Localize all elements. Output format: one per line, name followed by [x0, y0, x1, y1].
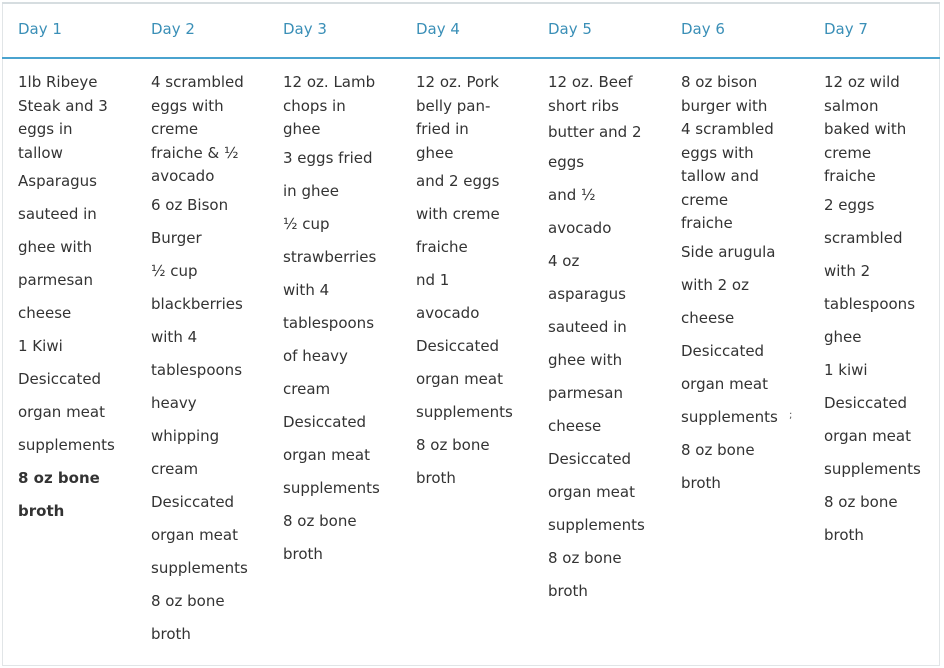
meal-item-line: in ghee [283, 181, 339, 200]
meal-item-line: cheese [548, 417, 602, 435]
meal-item-line: cream [283, 379, 331, 398]
meal-item [283, 406, 380, 505]
meal-item-line: cheese [18, 304, 72, 322]
day-2-column [151, 71, 248, 651]
meal-item-line: broth [824, 525, 864, 544]
header-day-2: Day 2 [151, 20, 195, 38]
meal-item-line: asparagus [548, 285, 626, 303]
meal-item-line: strawberries [283, 247, 377, 266]
header-day-1: Day 1 [18, 20, 62, 38]
meal-item-line: Burger [151, 228, 202, 247]
meal-item [283, 505, 380, 571]
meal-item-line: sauteed in [18, 205, 97, 223]
meal-item [824, 486, 921, 552]
meal-item-line: avocado [548, 219, 612, 237]
meal-item [283, 208, 380, 406]
meal-item [416, 330, 513, 429]
meal-item [548, 245, 645, 443]
meal-item-line: 8 oz bone [681, 440, 755, 459]
meal-item-line: Desiccated [283, 412, 367, 431]
meal-item-line: broth [283, 544, 323, 563]
meal-item-line: baked with [824, 120, 907, 138]
meal-item-line: butter and 2 [548, 123, 642, 141]
meal-item-line: 4 oz [548, 252, 580, 270]
meal-item-line: ghee [824, 327, 862, 346]
meal-item [18, 71, 115, 165]
meal-item-line: and ½ [548, 186, 596, 204]
meal-item-line: broth [18, 502, 65, 520]
meal-item-line: heavy [151, 393, 197, 412]
meal-item-line: organ meat [18, 403, 105, 421]
day-4-column [416, 71, 513, 495]
meal-item-line: 8 oz bone [824, 492, 898, 511]
meal-item-line: 1 kiwi [824, 360, 868, 379]
meal-item-line: parmesan [548, 384, 623, 402]
meal-item-line: 4 scrambled [681, 120, 774, 138]
meal-item-line: burger with [681, 96, 768, 115]
meal-item-line: 2 eggs [824, 195, 875, 214]
meal-item-line: ½ cup [151, 261, 198, 280]
meal-item-line: with 4 [151, 327, 198, 346]
meal-item-line: tablespoons [151, 360, 243, 379]
meal-item-line: Desiccated [18, 370, 102, 388]
meal-item-line: 3 eggs fried [283, 148, 373, 167]
meal-item-line: whipping [151, 426, 220, 445]
meal-item-line: and 2 eggs [416, 172, 500, 190]
meal-item-line: supplements [824, 459, 921, 478]
meal-item [283, 142, 380, 208]
meal-item-line: parmesan [18, 271, 93, 289]
meal-item-line: fraiche & ½ [151, 143, 239, 162]
meal-item [18, 462, 115, 528]
day-1-column [18, 71, 115, 528]
meal-item-line: organ meat [151, 525, 238, 544]
meal-item-line: chops in [283, 96, 346, 115]
meal-item-line: avocado [151, 167, 215, 185]
meal-item [548, 542, 645, 608]
meal-item-line: fried in [416, 120, 469, 138]
meal-item-line: creme [151, 120, 199, 138]
header-day-3: Day 3 [283, 20, 327, 38]
meal-item-line: Desiccated [824, 393, 908, 412]
meal-item-line: blackberries [151, 294, 243, 313]
meal-item-line: ghee [416, 143, 454, 162]
meal-item [151, 189, 248, 255]
meal-item-line: creme [681, 190, 729, 209]
meal-item-line: supplements [18, 436, 115, 454]
meal-item-line: belly pan- [416, 96, 491, 115]
stray-mark: ; [789, 410, 793, 421]
meal-item-line: with 2 [824, 261, 871, 280]
meal-item-line: ghee with [548, 351, 623, 369]
meal-item-line: Steak and 3 [18, 96, 108, 115]
meal-item-line: Side arugula [681, 242, 776, 261]
meal-item-line: broth [416, 469, 456, 487]
meal-item [416, 264, 513, 330]
meal-item-line: 12 oz. Pork [416, 73, 499, 91]
meal-item [416, 71, 513, 165]
meal-item [18, 363, 115, 462]
meal-item-line: tallow [18, 143, 63, 162]
meal-item [18, 165, 115, 330]
header-day-7: Day 7 [824, 20, 868, 38]
meal-item [824, 354, 921, 387]
header-underline [2, 57, 940, 59]
meal-item-line: ghee [283, 120, 321, 138]
meal-item-line: creme [824, 143, 872, 162]
meal-item-line: supplements [548, 516, 645, 534]
meal-item-line: 1lb Ribeye [18, 73, 98, 91]
meal-item-line: organ meat [416, 370, 503, 388]
meal-item-line: fraiche [681, 214, 733, 232]
meal-item-line: supplements [416, 403, 513, 421]
meal-item [151, 585, 248, 651]
meal-item-line: tallow and [681, 167, 759, 185]
meal-item-line: with 4 [283, 280, 330, 299]
meal-item-line: of heavy [283, 346, 348, 365]
meal-item [824, 387, 921, 486]
meal-item [18, 330, 115, 363]
meal-item-line: broth [151, 624, 191, 643]
day-5-column [548, 71, 645, 608]
meal-item-line: tablespoons [824, 294, 916, 313]
meal-item-line: supplements [681, 407, 778, 426]
meal-item-line: 12 oz. Beef [548, 73, 633, 91]
day-6-column [681, 71, 778, 500]
meal-item-line: 8 oz bone [151, 591, 225, 610]
meal-item-line: 8 oz bone [548, 549, 622, 567]
meal-item [681, 236, 778, 335]
meal-item-line: eggs [548, 153, 585, 171]
meal-item-line: 4 scrambled [151, 73, 244, 91]
meal-item-line: organ meat [681, 374, 768, 393]
meal-item-line: supplements [283, 478, 380, 497]
meal-item-line: fraiche [824, 167, 876, 185]
meal-item-line: eggs with [151, 96, 224, 115]
meal-item-line: eggs in [18, 120, 73, 138]
meal-item-line: cheese [681, 308, 735, 327]
meal-item-line: organ meat [824, 426, 911, 445]
meal-item-line: 1 Kiwi [18, 337, 63, 355]
meal-item [824, 71, 921, 189]
table-header-row [0, 4, 944, 58]
meal-item-line: salmon [824, 96, 879, 115]
meal-item [151, 71, 248, 189]
meal-item-line: organ meat [548, 483, 635, 501]
meal-item-line: 8 oz bison [681, 73, 758, 91]
meal-item-line: fraiche [416, 238, 468, 256]
meal-item [416, 429, 513, 495]
day-7-column [824, 71, 921, 552]
meal-item [681, 71, 778, 236]
day-3-column [283, 71, 380, 571]
meal-item-line: broth [548, 582, 588, 600]
meal-item-line: sauteed in [548, 318, 627, 336]
meal-item [681, 335, 778, 434]
meal-item-line: with 2 oz [681, 275, 749, 294]
meal-item-line: short ribs [548, 96, 619, 115]
meal-item [151, 255, 248, 486]
meal-item-line: 8 oz bone [283, 511, 357, 530]
meal-item-line: scrambled [824, 228, 903, 247]
meal-item [681, 434, 778, 500]
meal-item-line: 8 oz bone [416, 436, 490, 454]
meal-item-line: tablespoons [283, 313, 375, 332]
meal-item-line: ghee with [18, 238, 93, 256]
meal-item-line: ½ cup [283, 214, 330, 233]
meal-item-line: Desiccated [416, 337, 500, 355]
meal-item-line: avocado [416, 304, 480, 322]
meal-item-line: organ meat [283, 445, 370, 464]
meal-item [548, 443, 645, 542]
meal-item-line: eggs with [681, 143, 754, 162]
meal-item-line: with creme [416, 205, 500, 223]
meal-item [548, 179, 645, 245]
meal-item-line: Desiccated [151, 492, 235, 511]
meal-item [548, 71, 645, 179]
header-day-5: Day 5 [548, 20, 592, 38]
meal-item-line: cream [151, 459, 199, 478]
header-day-4: Day 4 [416, 20, 460, 38]
meal-item-line: supplements [151, 558, 248, 577]
meal-item [416, 165, 513, 264]
header-day-6: Day 6 [681, 20, 725, 38]
meal-item-line: nd 1 [416, 271, 450, 289]
meal-item-line: Desiccated [548, 450, 632, 468]
meal-item [151, 486, 248, 585]
meal-item-line: Asparagus [18, 172, 97, 190]
meal-item-line: Desiccated [681, 341, 765, 360]
meal-item-line: broth [681, 473, 721, 492]
meal-item-line: 6 oz Bison [151, 195, 229, 214]
meal-item [824, 189, 921, 354]
meal-item-line: 12 oz. Lamb [283, 73, 376, 91]
meal-item-line: 8 oz bone [18, 469, 100, 487]
meal-item [283, 71, 380, 142]
meal-item-line: 12 oz wild [824, 73, 900, 91]
